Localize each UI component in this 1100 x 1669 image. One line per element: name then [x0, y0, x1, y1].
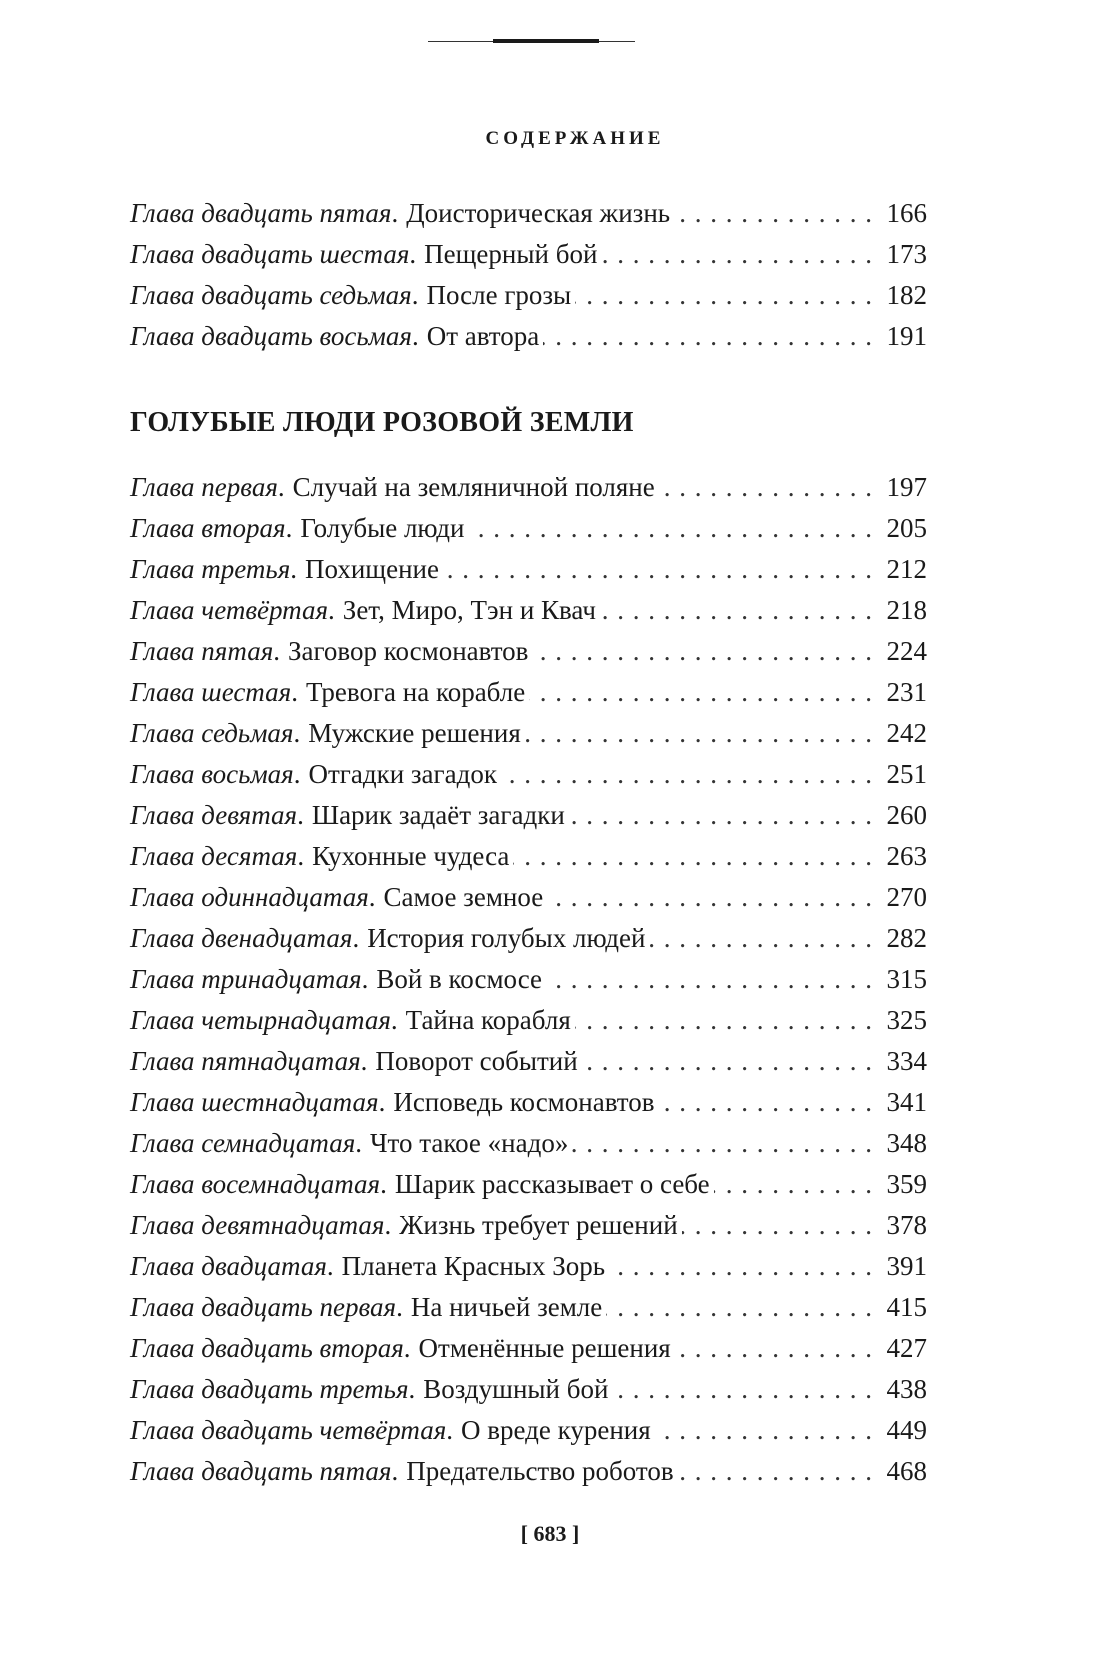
toc-dot-leader	[572, 1123, 873, 1164]
toc-separator: .	[328, 595, 335, 625]
toc-separator: .	[293, 718, 301, 748]
toc-page-number: 348	[886, 1128, 927, 1158]
toc-chapter-title: Пещерный бой	[424, 239, 598, 269]
toc-separator: .	[380, 1169, 387, 1199]
toc-chapter-number: Глава двадцать третья	[130, 1374, 409, 1404]
toc-dot-leader	[543, 316, 873, 357]
toc-entry	[130, 316, 927, 357]
toc-separator: .	[396, 1292, 403, 1322]
toc-page-number: 378	[886, 1210, 927, 1240]
toc-chapter-number: Глава третья	[130, 554, 291, 584]
toc-page-number: 468	[886, 1456, 927, 1486]
toc-chapter-title: О вреде курения	[461, 1415, 651, 1445]
toc-entry	[130, 1451, 927, 1492]
toc-dot-leader	[674, 193, 873, 234]
toc-separator: .	[293, 759, 301, 789]
toc-entry	[130, 1041, 927, 1082]
toc-chapter-number: Глава двадцатая	[130, 1251, 327, 1281]
toc-entry	[130, 1164, 927, 1205]
toc-page-number: 218	[886, 595, 927, 625]
toc-separator: .	[408, 1374, 416, 1404]
toc-page-number: 197	[886, 472, 927, 502]
toc-chapter-number: Глава одиннадцатая	[130, 882, 369, 912]
toc-dot-leader	[468, 508, 873, 549]
toc-dot-leader	[575, 275, 873, 316]
toc-dot-leader	[525, 713, 873, 754]
toc-dot-leader	[600, 590, 873, 631]
toc-chapter-title: Мужские решения	[308, 718, 521, 748]
toc-page-number: 231	[886, 677, 927, 707]
running-header	[0, 128, 1100, 150]
toc-dot-leader	[569, 795, 873, 836]
toc-separator: .	[378, 1087, 386, 1117]
toc-entry	[130, 549, 927, 590]
toc-entry	[130, 275, 927, 316]
toc-chapter-number: Глава восьмая	[130, 759, 294, 789]
toc-separator: .	[291, 677, 298, 707]
toc-chapter-title: Планета Красных Зорь	[341, 1251, 606, 1281]
toc-separator: .	[277, 472, 285, 502]
toc-entry	[130, 836, 927, 877]
toc-chapter-title: Отгадки загадок	[308, 759, 497, 789]
toc-chapter-number: Глава двадцать первая	[130, 1292, 397, 1322]
toc-chapter-number: Глава восемнадцатая	[130, 1169, 381, 1199]
toc-chapter-number: Глава пятая	[130, 636, 274, 666]
toc-chapter-title: Самое земное	[383, 882, 544, 912]
toc-entry	[130, 959, 927, 1000]
toc-chapter-number: Глава десятая	[130, 841, 298, 871]
toc-page-number: 391	[886, 1251, 927, 1281]
toc-page-number: 224	[886, 636, 927, 666]
toc-chapter-title: Шарик задаёт загадки	[311, 800, 565, 830]
toc-chapter-number: Глава двадцать пятая	[130, 198, 392, 228]
toc-separator: .	[368, 882, 376, 912]
toc-page-number: 334	[886, 1046, 927, 1076]
toc-dot-leader	[714, 1164, 873, 1205]
toc-entry	[130, 672, 927, 713]
toc-page-number: 341	[886, 1087, 927, 1117]
toc-dot-leader	[575, 1000, 873, 1041]
toc-dot-leader	[582, 1041, 873, 1082]
toc-dot-leader	[547, 877, 873, 918]
toc-chapter-title: Похищение	[305, 554, 439, 584]
toc-chapter-number: Глава семнадцатая	[130, 1128, 356, 1158]
toc-chapter-title: Доисторическая жизнь	[406, 198, 671, 228]
toc-chapter-number: Глава двадцать шестая	[130, 239, 410, 269]
toc-chapter-number: Глава четырнадцатая	[130, 1005, 391, 1035]
toc-separator: .	[297, 800, 304, 830]
toc-page-number: 212	[886, 554, 927, 584]
toc-page-number: 166	[886, 198, 927, 228]
toc-chapter-number: Глава двадцать четвёртая	[130, 1415, 447, 1445]
toc-chapter-title: Случай на земляничной поляне	[292, 472, 655, 502]
toc-page-number: 205	[886, 513, 927, 543]
toc-dot-leader	[659, 467, 873, 508]
page-header-title: СОДЕРЖАНИЕ	[485, 128, 665, 149]
toc-page-number: 449	[886, 1415, 927, 1445]
toc-chapter-title: Предательство роботов	[406, 1456, 674, 1486]
toc-entry	[130, 1205, 927, 1246]
toc-entry	[130, 877, 927, 918]
toc-page-number: 415	[886, 1292, 927, 1322]
toc-separator: .	[391, 198, 399, 228]
toc-page-number: 173	[886, 239, 927, 269]
toc-chapter-number: Глава девятнадцатая	[130, 1210, 385, 1240]
toc-chapter-title: Отменённые решения	[418, 1333, 671, 1363]
toc-dot-leader	[513, 836, 873, 877]
toc-separator: .	[391, 1456, 399, 1486]
toc-dot-leader	[655, 1410, 873, 1451]
toc-page-number: 282	[886, 923, 927, 953]
toc-entry	[130, 1410, 927, 1451]
toc-dot-leader	[443, 549, 873, 590]
toc-list-blue-people	[130, 467, 927, 1492]
toc-chapter-number: Глава шестая	[130, 677, 292, 707]
toc-dot-leader	[612, 1369, 873, 1410]
toc-dot-leader	[501, 754, 873, 795]
toc-chapter-number: Глава двенадцатая	[130, 923, 353, 953]
toc-chapter-title: Кухонные чудеса	[312, 841, 510, 871]
toc-chapter-title: Воздушный бой	[423, 1374, 609, 1404]
toc-chapter-number: Глава двадцать седьмая	[130, 280, 412, 310]
toc-chapter-title: После грозы	[426, 280, 572, 310]
toc-chapter-title: На ничьей земле	[410, 1292, 603, 1322]
toc-chapter-title: Тревога на корабле	[305, 677, 526, 707]
toc-entry	[130, 918, 927, 959]
toc-separator: .	[290, 554, 298, 584]
header-rule-accent	[493, 39, 599, 43]
toc-chapter-title: Голубые люди	[300, 513, 465, 543]
toc-chapter-title: Жизнь требует решений	[399, 1210, 678, 1240]
toc-separator: .	[355, 1128, 362, 1158]
toc-list-previous-part	[130, 193, 927, 357]
toc-chapter-number: Глава четвёртая	[130, 595, 329, 625]
toc-page-number: 325	[886, 1005, 927, 1035]
toc-separator: .	[352, 923, 360, 953]
toc-chapter-title: Вой в космосе	[376, 964, 542, 994]
toc-chapter-number: Глава двадцать восьмая	[130, 321, 412, 351]
toc-entry	[130, 1246, 927, 1287]
toc-dot-leader	[606, 1287, 873, 1328]
toc-chapter-number: Глава тринадцатая	[130, 964, 362, 994]
toc-separator: .	[297, 841, 305, 871]
toc-entry	[130, 590, 927, 631]
toc-dot-leader	[675, 1328, 873, 1369]
toc-entry	[130, 1123, 927, 1164]
toc-dot-leader	[529, 672, 873, 713]
toc-separator: .	[285, 513, 293, 543]
toc-entry	[130, 1328, 927, 1369]
toc-entry	[130, 1287, 927, 1328]
toc-dot-leader	[658, 1082, 873, 1123]
toc-dot-leader	[609, 1246, 873, 1287]
toc-separator: .	[360, 1046, 368, 1076]
toc-chapter-title: История голубых людей	[367, 923, 646, 953]
toc-chapter-number: Глава двадцать пятая	[130, 1456, 392, 1486]
toc-separator: .	[361, 964, 369, 994]
toc-page-number: 242	[886, 718, 927, 748]
toc-entry	[130, 508, 927, 549]
toc-separator: .	[390, 1005, 398, 1035]
toc-entry	[130, 713, 927, 754]
toc-dot-leader	[678, 1451, 873, 1492]
toc-page-number: 359	[886, 1169, 927, 1199]
toc-page-number: 427	[886, 1333, 927, 1363]
toc-dot-leader	[649, 918, 873, 959]
toc-chapter-number: Глава девятая	[130, 800, 298, 830]
toc-dot-leader	[532, 631, 873, 672]
toc-entry	[130, 754, 927, 795]
toc-page-number: 191	[886, 321, 927, 351]
toc-page-number: 270	[886, 882, 927, 912]
toc-chapter-title: Поворот событий	[375, 1046, 578, 1076]
toc-separator: .	[326, 1251, 334, 1281]
toc-separator: .	[411, 321, 419, 351]
toc-page-number: 315	[886, 964, 927, 994]
toc-chapter-title: Тайна корабля	[405, 1005, 571, 1035]
toc-dot-leader	[546, 959, 873, 1000]
toc-chapter-title: Шарик рассказывает о себе	[394, 1169, 710, 1199]
toc-entry	[130, 1369, 927, 1410]
toc-chapter-number: Глава седьмая	[130, 718, 294, 748]
toc-chapter-number: Глава первая	[130, 472, 278, 502]
toc-page-number: 263	[886, 841, 927, 871]
toc-separator: .	[409, 239, 417, 269]
toc-separator: .	[446, 1415, 454, 1445]
toc-chapter-number: Глава пятнадцатая	[130, 1046, 361, 1076]
toc-entry	[130, 1000, 927, 1041]
toc-separator: .	[384, 1210, 392, 1240]
toc-dot-leader	[601, 234, 873, 275]
toc-chapter-title: Зет, Миро, Тэн и Квач	[342, 595, 596, 625]
toc-entry	[130, 234, 927, 275]
toc-chapter-title: Исповедь космонавтов	[393, 1087, 655, 1117]
toc-separator: .	[411, 280, 419, 310]
toc-separator: .	[403, 1333, 411, 1363]
toc-entry	[130, 467, 927, 508]
toc-chapter-number: Глава двадцать вторая	[130, 1333, 404, 1363]
toc-chapter-title: От автора	[426, 321, 540, 351]
toc-chapter-number: Глава вторая	[130, 513, 286, 543]
toc-entry	[130, 1082, 927, 1123]
toc-page-number: 182	[886, 280, 927, 310]
toc-chapter-title: Что такое «надо»	[370, 1128, 569, 1158]
toc-entry	[130, 795, 927, 836]
toc-page-number: 260	[886, 800, 927, 830]
toc-page-number: 438	[886, 1374, 927, 1404]
toc-entry	[130, 193, 927, 234]
toc-dot-leader	[682, 1205, 873, 1246]
page-number: [ 683 ]	[520, 1521, 580, 1546]
toc-chapter-number: Глава шестнадцатая	[130, 1087, 379, 1117]
toc-page-number: 251	[886, 759, 927, 789]
section-title: ГОЛУБЫЕ ЛЮДИ РОЗОВОЙ ЗЕМЛИ	[130, 407, 634, 438]
toc-chapter-title: Заговор космонавтов	[288, 636, 529, 666]
toc-entry	[130, 631, 927, 672]
toc-separator: .	[273, 636, 280, 666]
